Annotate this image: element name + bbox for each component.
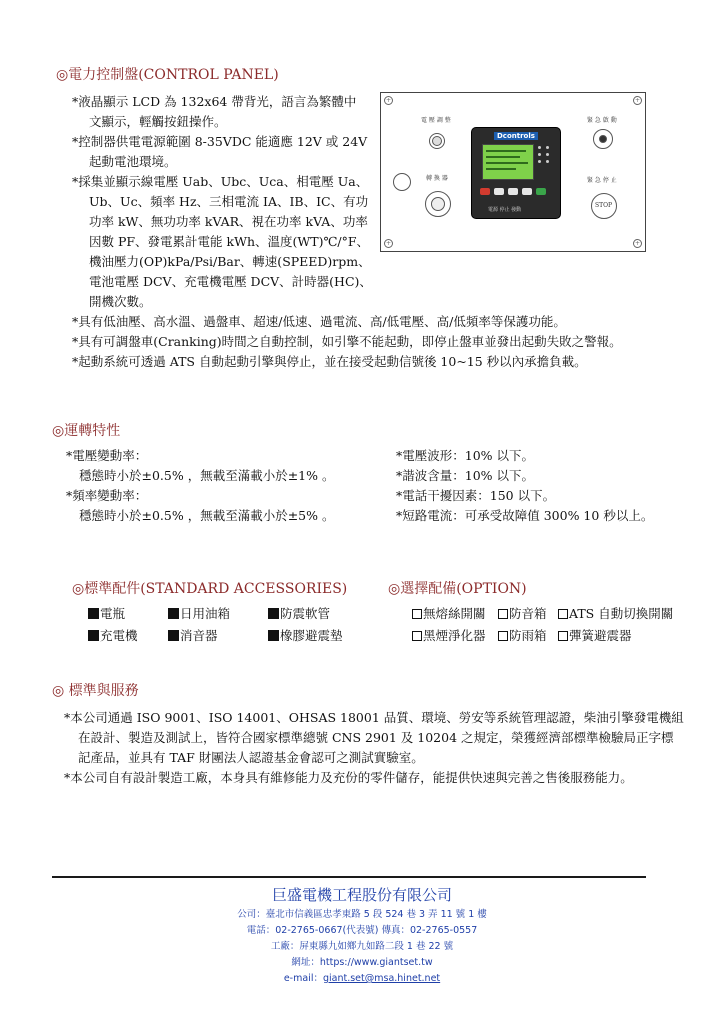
accessory-item: 充電機 — [88, 626, 168, 646]
list-item: *頻率變動率： — [66, 488, 148, 503]
option-item: 黑煙淨化器 — [412, 626, 486, 646]
option-item: 防音箱 — [498, 604, 547, 624]
key-icon — [494, 188, 504, 195]
status-led-icon — [538, 153, 541, 156]
list-item-cont: 文顯示，輕觸按鈕操作。 — [89, 114, 227, 129]
list-item-cont: 起動電池環境。 — [89, 154, 177, 169]
accessory-item: 消音器 — [168, 626, 268, 646]
stop-button-label: STOP — [595, 202, 613, 209]
status-led-icon — [538, 146, 541, 149]
list-item: *電壓變動率： — [66, 448, 148, 463]
list-item: *控制器供電電源範圍 8-35VDC 能適應 12V 或 24V — [72, 134, 368, 149]
controller-module — [471, 127, 561, 219]
empty-checkbox-icon — [412, 609, 422, 619]
key-icon — [508, 188, 518, 195]
accessory-item: 橡膠避震墊 — [268, 626, 378, 646]
stop-key-icon — [480, 188, 490, 195]
emergency-start-label: 緊 急 啟 動 — [587, 117, 617, 124]
option-item: ATS 自動切換開關 — [558, 604, 673, 624]
list-item: *本公司通過 ISO 9001、ISO 14001、OHSAS 18001 品質、環境、勞安等系統管理認證，柴油引擎發電機組 — [64, 710, 684, 725]
filled-checkbox-icon — [168, 630, 179, 641]
website[interactable]: 網址：https://www.giantset.tw — [291, 957, 433, 968]
controller-brand: Dcontrols — [494, 132, 538, 140]
selector-center-icon — [431, 197, 445, 211]
list-item-cont: 記產品，並具有 TAF 財團法人認證基金會認可之測試實驗室。 — [78, 750, 424, 765]
status-led-icon — [538, 160, 541, 163]
list-item-cont: Ub、Uc、頻率 Hz、三相電流 IA、IB、IC、有功 — [89, 194, 369, 209]
filled-checkbox-icon — [88, 608, 99, 619]
email-label: e-mail： — [283, 973, 323, 984]
empty-checkbox-icon — [558, 609, 568, 619]
status-led-icon — [546, 153, 549, 156]
accessory-item: 防震軟管 — [268, 604, 368, 624]
list-item: *短路電流：可承受故障值 300% 10 秒以上。 — [396, 508, 654, 523]
service-list — [64, 708, 684, 788]
list-item: *具有可調盤車(Cranking)時間之自動控制，如引擎不能起動，即停止盤車並發出起動失敗之警報。 — [72, 334, 622, 349]
list-item-cont: 機油壓力(OP)kPa/Psi/Bar、轉速(SPEED)rpm、 — [89, 254, 371, 269]
option-item: 無熔絲開關 — [412, 604, 486, 624]
control-panel-drawing — [380, 92, 646, 252]
screw-icon: + — [385, 240, 392, 247]
controller-foot-label: 電源 停止 發動 — [488, 207, 522, 213]
lcd-screen — [482, 144, 534, 180]
empty-checkbox-icon — [498, 609, 508, 619]
control-panel-list — [72, 92, 372, 312]
list-item: *電壓波形：10% 以下。 — [396, 448, 535, 463]
option-item: 彈簧避震器 — [558, 626, 632, 646]
accessory-item: 日用油箱 — [168, 604, 268, 624]
list-item-cont: 電池電壓 DCV、充電機電壓 DCV、計時器(HC)、 — [89, 274, 372, 289]
list-item-cont: 穩態時小於±0.5% ，無載至滿載小於±1% 。 — [79, 468, 335, 483]
filled-checkbox-icon — [88, 630, 99, 641]
list-item-cont: 在設計、製造及測試上，皆符合國家標準總號 CNS 2901 及 10204 之規定，榮獲經濟部標準檢驗局正字標 — [78, 730, 674, 745]
list-item: *諧波含量：10% 以下。 — [396, 468, 535, 483]
control-panel-wide-list — [72, 312, 622, 372]
operation-left-list — [66, 446, 334, 526]
empty-checkbox-icon — [558, 631, 568, 641]
service-heading: ◎ 標準與服務 — [52, 683, 139, 699]
knob-center-icon — [432, 136, 442, 146]
list-item-cont: 功率 kW、無功功率 kVAR、視在功率 kVA、功率 — [89, 214, 368, 229]
list-item: *具有低油壓、高水溫、過盤車、超速/低速、過電流、高/低電壓、高/低頻率等保護功能。 — [72, 314, 566, 329]
option-item: 防雨箱 — [498, 626, 547, 646]
filled-checkbox-icon — [268, 608, 279, 619]
company-name: 巨盛電機工程股份有限公司 — [271, 886, 452, 904]
list-item-cont: 因數 PF、發電累計電能 kWh、溫度(WT)℃/°F、 — [89, 234, 370, 249]
list-item: *本公司自有設計製造工廠，本身具有維修能力及充份的零件儲存，能提供快速與完善之售後服務能力。 — [64, 770, 633, 785]
operation-heading: ◎運轉特性 — [52, 423, 121, 439]
status-led-icon — [546, 146, 549, 149]
list-item: *採集並顯示線電壓 Uab、Ubc、Uca、相電壓 Ua、 — [72, 174, 369, 189]
voltage-adjust-label: 電 壓 調 整 — [421, 117, 451, 124]
list-item: *起動系統可透過 ATS 自動起動引擎與停止，並在接受起動信號後 10~15 秒以內承擔負載。 — [72, 354, 587, 369]
list-item: *電話干擾因素：150 以下。 — [396, 488, 556, 503]
email-line — [0, 970, 724, 984]
operation-right-list — [396, 446, 653, 526]
emergency-stop-label: 緊 急 停 止 — [587, 177, 617, 184]
company-phone: 電話：02-2765-0667(代表號) 傳真：02-2765-0557 — [246, 925, 478, 936]
start-key-icon — [536, 188, 546, 195]
screw-icon: + — [634, 240, 641, 247]
list-item: *液晶顯示 LCD 為 132x64 帶背光，語言為繁體中 — [72, 94, 357, 109]
selector-label: 轉 換 器 — [426, 175, 448, 182]
control-panel-heading: ◎電力控制盤(CONTROL PANEL) — [56, 67, 279, 83]
company-address: 公司：臺北市信義區忠孝東路 5 段 524 巷 3 弄 11 號 1 樓 — [237, 909, 487, 920]
footer-divider — [52, 876, 646, 878]
screw-icon: + — [385, 97, 392, 104]
filled-checkbox-icon — [168, 608, 179, 619]
option-heading: ◎選擇配備(OPTION) — [388, 581, 527, 597]
list-item-cont: 穩態時小於±0.5% ，無載至滿載小於±5% 。 — [79, 508, 335, 523]
factory-address: 工廠：屏東縣九如鄉九如路二段 1 巷 22 號 — [270, 941, 454, 952]
list-item-cont: 開機次數。 — [89, 294, 152, 309]
key-icon — [522, 188, 532, 195]
filled-checkbox-icon — [268, 630, 279, 641]
screw-icon: + — [634, 97, 641, 104]
empty-checkbox-icon — [498, 631, 508, 641]
accessory-item: 電瓶 — [88, 604, 168, 624]
indicator-lamp-icon — [393, 173, 411, 191]
standard-heading: ◎標準配件(STANDARD ACCESSORIES) — [72, 581, 348, 597]
keyhole-icon — [599, 135, 607, 143]
email-link[interactable]: giant.set@msa.hinet.net — [322, 973, 441, 984]
empty-checkbox-icon — [412, 631, 422, 641]
status-led-icon — [546, 160, 549, 163]
